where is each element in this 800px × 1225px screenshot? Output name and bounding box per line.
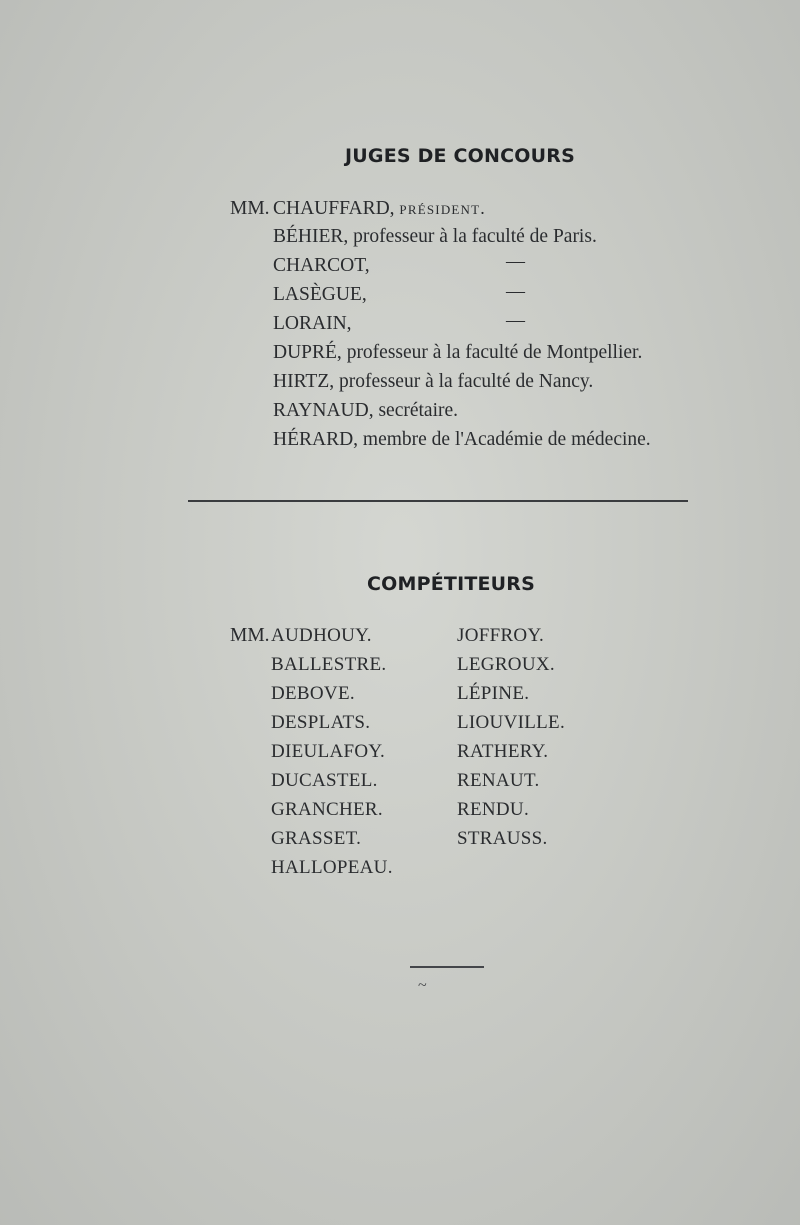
ditto-mark: — (506, 281, 525, 302)
judge-row (273, 372, 593, 392)
competitor-name: LEGROUX. (457, 654, 555, 675)
judge-president-name: CHAUFFARD, (273, 198, 395, 219)
judge-name: CHARCOT, (273, 255, 370, 276)
competitor-name: BALLESTRE. (271, 654, 387, 675)
judge-name: HÉRARD, (273, 429, 359, 450)
judge-name: LORAIN, (273, 313, 352, 334)
competitor-name: RATHERY. (457, 741, 549, 762)
judge-row (273, 314, 352, 334)
footer-rule (410, 966, 484, 968)
judge-name: LASÈGUE, (273, 284, 367, 305)
judge-row (273, 401, 458, 421)
judge-detail: membre de l'Académie de médecine. (358, 429, 651, 450)
competitor-name: JOFFROY. (457, 625, 545, 646)
judge-detail: secrétaire. (373, 400, 459, 421)
competitor-name: RENAUT. (457, 770, 540, 791)
section-divider (188, 500, 688, 502)
judges-heading: JUGES DE CONCOURS (345, 145, 575, 167)
judge-name: RAYNAUD, (273, 400, 374, 421)
judge-president-role: président. (399, 198, 486, 218)
judge-name: HIRTZ, (273, 371, 335, 392)
competitor-name: STRAUSS. (457, 828, 548, 849)
judge-name: BÉHIER (273, 226, 344, 247)
competitor-name: HALLOPEAU. (271, 857, 393, 878)
competitor-name: DEBOVE. (271, 683, 355, 704)
competitor-name: DIEULAFOY. (271, 741, 386, 762)
competitor-name: LÉPINE. (457, 683, 530, 704)
judge-detail: , professeur à la faculté de Paris. (343, 226, 597, 247)
judge-president (273, 199, 486, 219)
competitor-name: DESPLATS. (271, 712, 371, 733)
judge-detail: professeur à la faculté de Nancy. (334, 371, 594, 392)
competitor-name: LIOUVILLE. (457, 712, 565, 733)
judge-row (273, 285, 367, 305)
competitor-name: AUDHOUY. (271, 625, 372, 646)
judges-prefix: MM. (230, 198, 270, 219)
judge-name: DUPRÉ, (273, 342, 342, 363)
competitor-name: GRANCHER. (271, 799, 383, 820)
competitor-name: RENDU. (457, 799, 529, 820)
judge-row (273, 227, 597, 247)
competitors-heading: COMPÉTITEURS (367, 573, 536, 595)
competitors-prefix: MM. (230, 625, 270, 646)
footer-ornament: ~ (418, 977, 427, 994)
judge-detail: professeur à la faculté de Montpellier. (341, 342, 643, 363)
competitor-name: GRASSET. (271, 828, 362, 849)
judge-row (273, 343, 642, 363)
judge-row (273, 430, 651, 450)
ditto-mark: — (506, 251, 525, 272)
judge-row (273, 256, 370, 276)
ditto-mark: — (506, 310, 525, 331)
competitor-name: DUCASTEL. (271, 770, 378, 791)
